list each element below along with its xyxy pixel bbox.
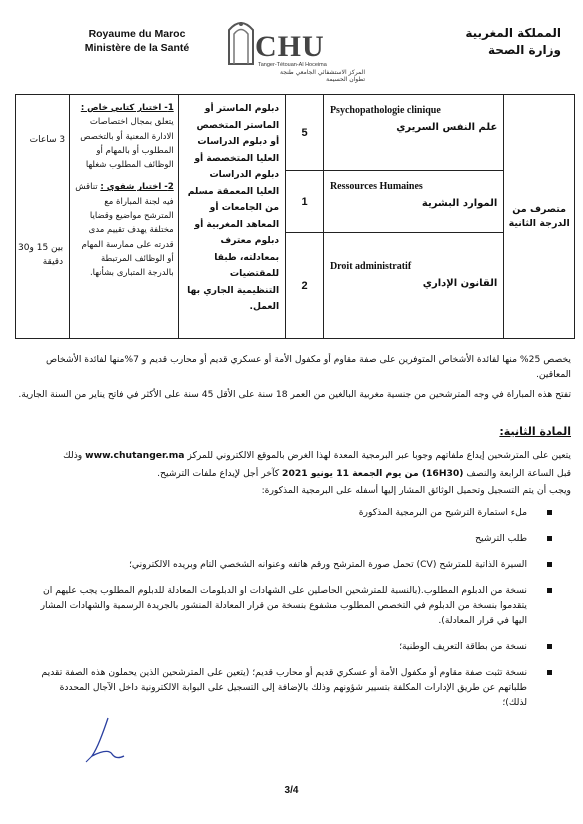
- header-right: [421, 25, 561, 59]
- specialty-ar: القانون الإداري: [422, 278, 498, 289]
- list-item: السيرة الذاتية للمترشح (CV) تحمل صورة المترشح ورقم هاتفه وعنوانه الشخصي التام وبريده الالكتروني؛: [40, 557, 557, 572]
- specialty-ar: علم النفس السريري: [396, 122, 498, 133]
- deadline: (16H30) من يوم الجمعة 11 يونيو 2021: [282, 468, 464, 479]
- header-left: [62, 27, 212, 55]
- article2-line1: [14, 448, 571, 463]
- specialty-ar: الموارد البشرية: [421, 198, 498, 209]
- article2-line2: [14, 466, 571, 481]
- specialty-fr: Ressources Humaines: [329, 181, 423, 192]
- duration-cell: [16, 95, 70, 339]
- signature-icon: [78, 716, 138, 766]
- logo-subtitle-fr: Tanger-Tétouan-Al Hoceima: [258, 62, 327, 68]
- center-website: www.chutanger.ma: [85, 450, 185, 461]
- documents-list: [40, 505, 557, 721]
- quota-paragraph: يخصص 25% منها لفائدة الأشخاص المتوفرين على صفة مقاوم أو مكفول الأمة أو عسكري قديم أو محارب قديم و 7%منها لفائدة الأشخاص المعاقين.: [46, 354, 571, 380]
- list-item: نسخة من بطاقة التعريف الوطنية؛: [40, 639, 557, 654]
- article2-title: المادة الثانية:: [499, 425, 571, 438]
- positions-table: [15, 94, 575, 339]
- posts-count: 5: [286, 95, 324, 171]
- article2-line3: ويجب أن يتم التسجيل وتحميل الوثائق المشار إليها أسفله على البرمجية المذكورة:: [261, 485, 571, 496]
- exams-cell: [70, 95, 179, 339]
- article2-text-c: قبل الساعة الرابعة والنصف: [463, 468, 571, 479]
- specialty-cell: [323, 233, 503, 339]
- written-duration: 3 ساعات: [29, 135, 66, 145]
- oral-exam-text: تناقش فيه لجنة المباراة مع المترشح مواضيع وقضايا مختلفة يهدف تقييم مدى قدرته على ممارسة المهام أو الوظائف المرتبطة بالدرجة المتبارى بشأنها.: [75, 182, 174, 279]
- oral-exam-title: 2- اختبار شفوي :: [100, 182, 174, 193]
- specialty-fr: Droit administratif: [329, 261, 412, 272]
- oral-duration: بين 15 و30 دقيقة: [18, 243, 64, 267]
- logo-emblem-icon: [225, 16, 257, 66]
- diploma-cell: دبلوم الماستر أو الماستر المتخصص أو دبلوم الدراسات العليا المتخصصة أو دبلوم الدراسات العليا المعمقة مسلم من الجامعات أو المعاهد المغربية أو دبلوم معترف بمعادلته، طبقا للمقتضيات التنظيمية الجاري بها العمل.: [178, 95, 285, 339]
- eligibility-paragraph: تفتح هذه المباراة في وجه المترشحين من جنسية مغربية البالغين من العمر 18 سنة على الأقل 45 سنة على الأكثر في فاتح يناير من السنة الجارية.: [18, 389, 571, 400]
- kingdom-ar: المملكة المغربية: [465, 26, 561, 40]
- posts-count: 1: [286, 171, 324, 233]
- list-item: نسخة من الدبلوم المطلوب.(بالنسبة للمترشحين الحاصلين على الشهادات او الدبلومات المعادلة للدبلوم المطلوب يجب عليهم ان يتقدموا بنسخة من الدبلوم في التخصص المطلوب مشفوع بنسخة من قرار المعادلة المنشور بالجريدة الرسمية والشهادات المشار اليها في قرار المعادلة).: [40, 583, 557, 628]
- posts-count: 2: [286, 233, 324, 339]
- logo-subtitle-ar: المركز الاستشفائي الجامعي طنجة تطوان الحسيمة: [280, 69, 365, 83]
- grade-cell: متصرف من الدرجة الثانية: [504, 95, 575, 339]
- specialty-cell: [323, 95, 503, 171]
- article2-text-b: وذلك: [63, 450, 86, 461]
- page-number: 3/4: [284, 785, 299, 796]
- article2-text-a: يتعين على المترشحين إيداع ملفاتهم وجوبا عبر البرمجية المعدة لهذا الغرض بالموقع الالكتروني للمركز: [184, 450, 571, 461]
- list-item: نسخة تثبت صفة مقاوم أو مكفول الأمة أو عسكري قديم أو محارب قديم؛ (يتعين على المترشحين الذين يحملون هذه الصفة تقديم طلباتهم عن طريق الإدارات المكلفة بتسيير شؤونهم وذلك بالإضافة إلى التسجيل على البوابة الالكترونية داخل الآجال المحددة لذلك)؛: [40, 665, 557, 710]
- specialty-cell: [323, 171, 503, 233]
- written-exam-text: يتعلق بمجال اختصاصات الادارة المعنية أو بالتخصص المطلوب أو بالمهام أو الوظائف المطلوب شغلها: [80, 117, 174, 171]
- ministry-fr: Ministère de la Santé: [84, 42, 190, 54]
- kingdom-fr: Royaume du Maroc: [88, 28, 186, 40]
- ministry-ar: وزارة الصحة: [487, 43, 561, 57]
- specialty-fr: Psychopathologie clinique: [329, 105, 441, 116]
- written-exam-title: 1- اختبار كتابي خاص :: [80, 103, 174, 113]
- logo-text: CHU: [255, 30, 325, 63]
- article2-text-d: كآخر أجل لإيداع ملفات الترشيح.: [157, 468, 283, 479]
- list-item: طلب الترشيح: [40, 531, 557, 546]
- list-item: ملء استمارة الترشيح من البرمجية المذكورة: [40, 505, 557, 520]
- chu-logo: [225, 12, 365, 82]
- table-row: [16, 95, 575, 171]
